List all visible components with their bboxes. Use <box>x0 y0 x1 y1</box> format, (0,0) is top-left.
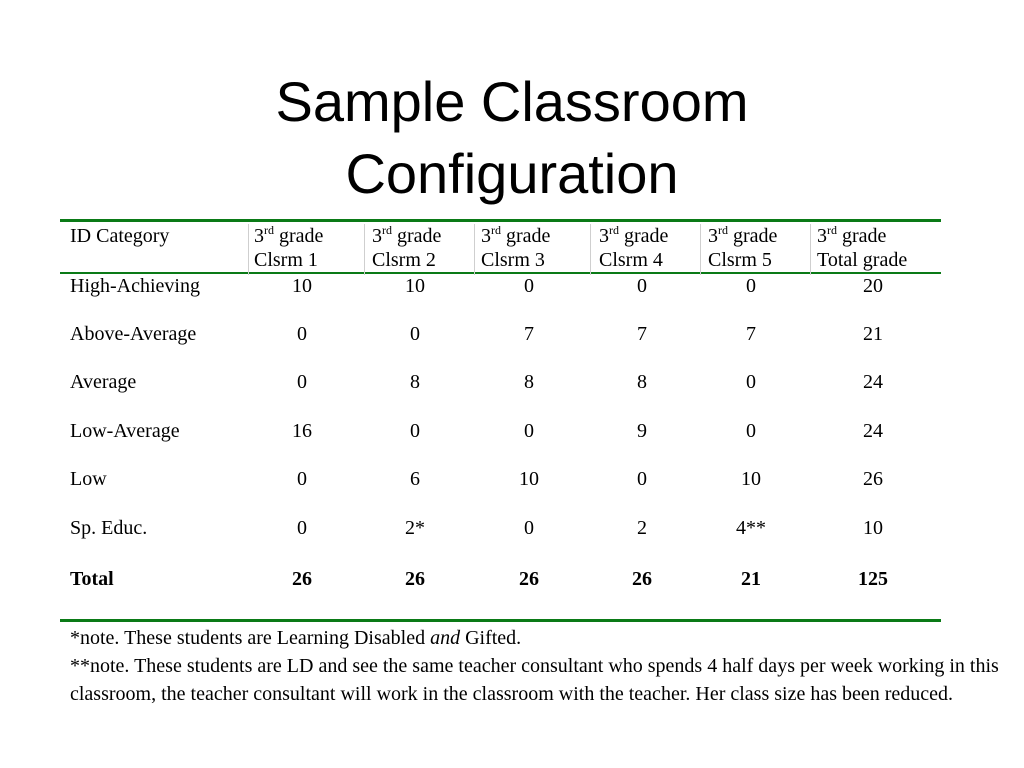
total-cell: 26 <box>519 568 539 590</box>
table-cell: 0 <box>524 420 534 442</box>
row-label: Average <box>70 371 137 393</box>
title-line-1: Sample Classroom <box>275 70 749 133</box>
row-label: Sp. Educ. <box>70 517 148 539</box>
column-divider <box>590 224 591 275</box>
header-total-grade: 3rd grade Total grade <box>817 223 908 271</box>
column-divider <box>474 224 475 275</box>
table-cell: 0 <box>410 420 420 442</box>
table-cell: 24 <box>863 420 883 442</box>
table-cell: 0 <box>297 468 307 490</box>
total-cell: 26 <box>632 568 652 590</box>
table-cell: 0 <box>297 371 307 393</box>
table-cell: 8 <box>410 371 420 393</box>
table-cell: 4** <box>736 517 766 539</box>
column-divider <box>700 224 701 275</box>
header-clsrm-2: 3rd grade Clsrm 2 <box>372 223 442 271</box>
table-cell: 0 <box>524 275 534 297</box>
table-cell: 0 <box>746 420 756 442</box>
row-label: Above-Average <box>70 323 197 345</box>
row-label: Low-Average <box>70 420 180 442</box>
table-cell: 2* <box>405 517 425 539</box>
slide-title <box>0 66 1024 210</box>
total-cell: 125 <box>858 568 888 590</box>
total-cell: 26 <box>405 568 425 590</box>
table-cell: 26 <box>863 468 883 490</box>
table-cell: 0 <box>637 275 647 297</box>
table-cell: 21 <box>863 323 883 345</box>
table-cell: 16 <box>292 420 312 442</box>
table-cell: 0 <box>410 323 420 345</box>
table-cell: 0 <box>637 468 647 490</box>
table-cell: 8 <box>524 371 534 393</box>
header-clsrm-3: 3rd grade Clsrm 3 <box>481 223 551 271</box>
header-clsrm-5: 3rd grade Clsrm 5 <box>708 223 778 271</box>
title-line-2: Configuration <box>345 142 679 205</box>
table-cell: 10 <box>741 468 761 490</box>
table-bottom-rule <box>60 619 941 622</box>
table-cell: 0 <box>746 371 756 393</box>
table-cell: 6 <box>410 468 420 490</box>
total-cell: 26 <box>292 568 312 590</box>
table-cell: 0 <box>297 517 307 539</box>
total-cell: 21 <box>741 568 761 590</box>
table-cell: 2 <box>637 517 647 539</box>
table-cell: 10 <box>519 468 539 490</box>
table-cell: 0 <box>297 323 307 345</box>
table-cell: 10 <box>405 275 425 297</box>
total-label: Total <box>70 568 114 590</box>
header-clsrm-1: 3rd grade Clsrm 1 <box>254 223 324 271</box>
table-cell: 24 <box>863 371 883 393</box>
table-cell: 8 <box>637 371 647 393</box>
row-label: Low <box>70 468 107 490</box>
column-divider <box>364 224 365 275</box>
table-cell: 7 <box>524 323 534 345</box>
table-cell: 20 <box>863 275 883 297</box>
table-cell: 9 <box>637 420 647 442</box>
table-top-rule <box>60 219 941 222</box>
table-cell: 10 <box>863 517 883 539</box>
column-divider <box>810 224 811 275</box>
header-category: ID Category <box>70 225 170 247</box>
table-cell: 7 <box>746 323 756 345</box>
table-cell: 0 <box>524 517 534 539</box>
footnote-1: *note. These students are Learning Disabled and Gifted. <box>70 627 522 649</box>
table-cell: 7 <box>637 323 647 345</box>
header-clsrm-4: 3rd grade Clsrm 4 <box>599 223 669 271</box>
column-divider <box>248 224 249 275</box>
footnote-2: **note. These students are LD and see the same teacher consultant who spends 4 half days per week working in this classroom, the teacher consultant will work in the classroom with the teacher. Her class size has been reduced. <box>70 655 999 705</box>
footnotes <box>70 624 1000 708</box>
table-cell: 0 <box>746 275 756 297</box>
row-label: High-Achieving <box>70 275 200 297</box>
table-cell: 10 <box>292 275 312 297</box>
